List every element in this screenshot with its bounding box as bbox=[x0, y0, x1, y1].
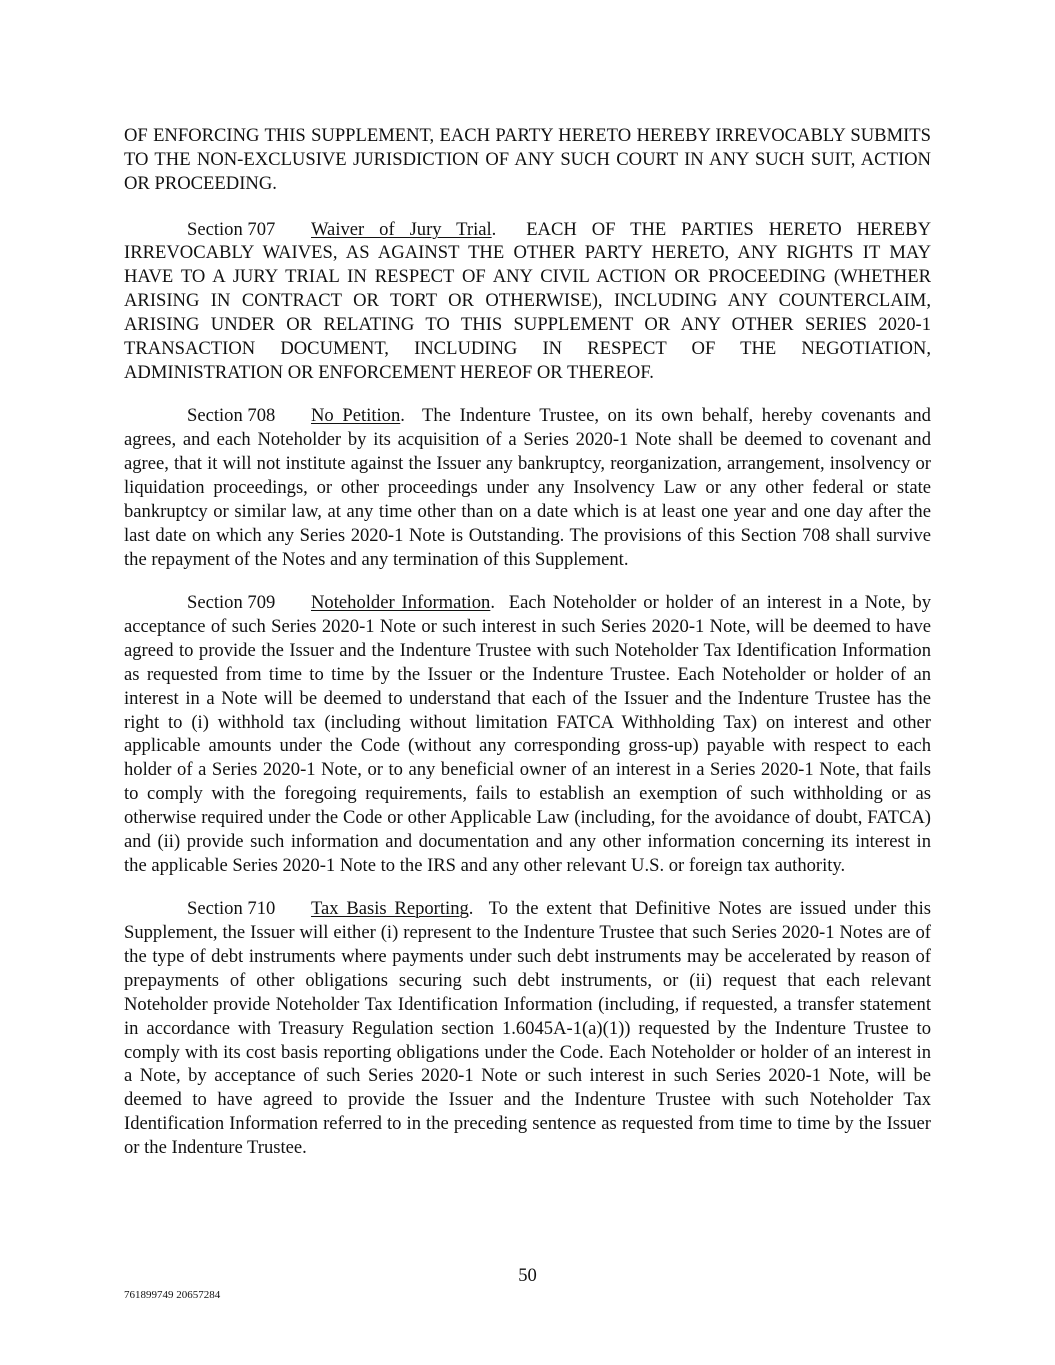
page-number: 50 bbox=[518, 1265, 537, 1286]
heading-period: . bbox=[468, 898, 474, 920]
section-heading: Tax Basis Reporting bbox=[311, 898, 469, 920]
section-text: EACH OF THE PARTIES HERETO HEREBY IRREVOCABLY WAIVES, AS AGAINST THE OTHER PARTY HERETO, ANY RIGHTS IT MAY HAVE TO A JURY TRIAL IN RESPECT OF ANY CIVIL ACTION OR PROCEEDING (WHETHER ARISING IN CONTRACT OR TORT OR OTHERWISE), INCLUDING ANY COUNTERCLAIM, ARISING UNDER OR RELATING TO THIS SUPPLEMENT OR ANY OTHER SERIES 2020-1 TRANSACTION DOCUMENT, INCLUDING IN RESPECT OF THE NEGOTIATION, ADMINISTRATION OR ENFORCEMENT HEREOF OR THEREOF. bbox=[124, 218, 936, 383]
section-707 bbox=[124, 218, 936, 385]
section-number: Section 710 bbox=[187, 898, 276, 920]
section-number: Section 707 bbox=[187, 218, 276, 240]
section-710 bbox=[124, 897, 936, 1159]
section-text: The Indenture Trustee, on its own behalf, hereby covenants and agrees, and each Noteholder by its acquisition of a Series 2020-1 Note shall be deemed to covenant and agree, that it will not institute against the Issuer any bankruptcy, reorganization, arrangement, insolvency or liquidation proceedings, or other proceedings under any Insolvency Law or any other federal or state bankruptcy or similar law, at any time other than on a date which is at least one year and one day after the last date on which any Series 2020-1 Note is Outstanding. The provisions of this Section 708 shall survive the repayment of the Notes and any termination of this Supplement. bbox=[124, 405, 936, 570]
section-heading: Waiver of Jury Trial bbox=[311, 218, 492, 240]
paragraph-continuation bbox=[124, 124, 931, 196]
heading-period: . bbox=[490, 592, 495, 614]
heading-period: . bbox=[400, 405, 405, 427]
section-text: Each Noteholder or holder of an interest in a Note, by acceptance of such Series 2020-1 Note or such interest in such Series 2020-1 Note, will be deemed to have agreed to provide the Issuer and the Indenture Trustee with such Noteholder Tax Identification Information as requested from time to time by the Issuer or the Indenture Trustee. Each Noteholder or holder of an interest in a Note will be deemed to understand that each of the Issuer and the Indenture Trustee has the right to (i) withhold tax (including without limitation FATCA Withholding Tax) on interest and other applicable amounts under the Code (without any corresponding gross-up) payable with respect to each holder of a Series 2020-1 Note, or to any beneficial owner of an interest in a Series 2020-1 Note, that fails to comply with the foregoing requirements, fails to establish an exemption of such withholding or as otherwise required under the Code or other Applicable Law (including, for the avoidance of doubt, FATCA) and (ii) provide such information and documentation and any other information concerning its interest in the applicable Series 2020-1 Note to the IRS and any other relevant U.S. or foreign tax authority. bbox=[124, 592, 936, 876]
section-heading: No Petition bbox=[311, 405, 401, 427]
document-id: 761899749 20657284 bbox=[124, 1289, 221, 1301]
paragraph-text: OF ENFORCING THIS SUPPLEMENT, EACH PARTY HERETO HEREBY IRREVOCABLY SUBMITS TO THE NON-EXCLUSIVE JURISDICTION OF ANY SUCH COURT IN ANY SUCH SUIT, ACTION OR PROCEEDING. bbox=[124, 125, 931, 194]
section-heading: Noteholder Information bbox=[311, 592, 491, 614]
section-text: To the extent that Definitive Notes are issued under this Supplement, the Issuer will either (i) represent to the Indenture Trustee that such Series 2020-1 Notes are of the type of debt instruments where payments under such debt instruments may be accelerated by reason of prepayments of other obligations securing such debt instruments, or (ii) request that each relevant Noteholder provide Noteholder Tax Identification Information (including, if requested, a transfer statement in accordance with Treasury Regulation section 1.6045A-1(a)(1)) requested by the Indenture Trustee to comply with its cost basis reporting obligations under the Code. Each Noteholder or holder of an interest in a Note, by acceptance of such Series 2020-1 Note or such interest in such Series 2020-1 Note, will be deemed to have agreed to provide the Issuer and the Indenture Trustee with such Noteholder Tax Identification Information referred to in the preceding sentence as requested from time to time by the Issuer or the Indenture Trustee. bbox=[124, 898, 936, 1158]
section-709 bbox=[124, 591, 936, 877]
section-number: Section 709 bbox=[187, 592, 276, 614]
section-708 bbox=[124, 404, 936, 571]
document-page bbox=[124, 124, 936, 1180]
heading-period: . bbox=[491, 218, 497, 240]
section-number: Section 708 bbox=[187, 405, 276, 427]
